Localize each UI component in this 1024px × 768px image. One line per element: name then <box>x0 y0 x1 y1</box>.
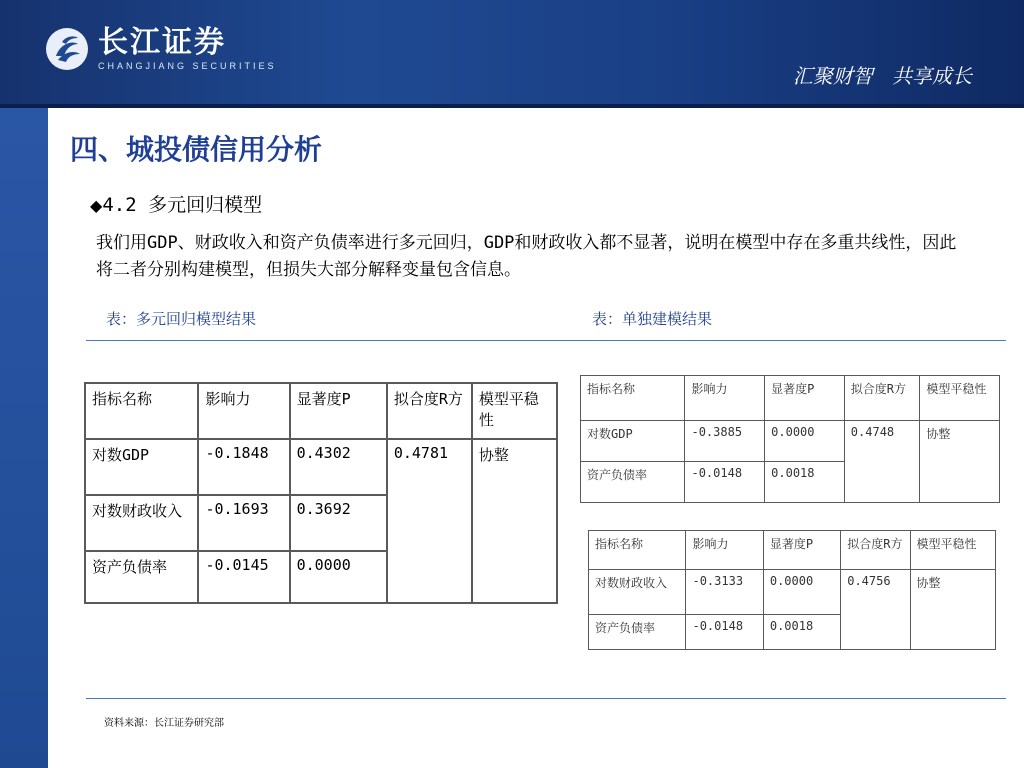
indicator-cell: 资产负债率 <box>581 462 685 503</box>
value-cell: -0.0145 <box>198 551 289 603</box>
header-cell: 指标名称 <box>581 376 685 421</box>
table-row <box>589 570 996 615</box>
table-header-row <box>589 531 996 570</box>
header-cell: 影响力 <box>198 383 289 439</box>
indicator-cell: 资产负债率 <box>85 551 198 603</box>
value-cell: -0.1848 <box>198 439 289 495</box>
header-cell: 显著度P <box>765 376 845 421</box>
company-logo <box>44 26 277 72</box>
multi-regression-table <box>84 382 558 604</box>
value-cell: 0.3692 <box>290 495 387 551</box>
value-cell: 0.4302 <box>290 439 387 495</box>
header-cell: 模型平稳性 <box>920 376 1000 421</box>
value-cell: 0.0018 <box>763 615 840 650</box>
logo-mark-icon <box>44 26 90 72</box>
indicator-cell: 对数GDP <box>85 439 198 495</box>
indicator-cell: 资产负债率 <box>589 615 686 650</box>
footer-rule <box>86 698 1006 699</box>
r2-cell: 0.4756 <box>841 570 910 650</box>
fiscal-model-table <box>588 530 996 650</box>
header-cell: 模型平稳性 <box>472 383 557 439</box>
logo-chinese-name: 长江证券 <box>98 25 226 60</box>
value-cell: -0.3133 <box>686 570 763 615</box>
table-row <box>581 421 1000 462</box>
value-cell: 0.0018 <box>765 462 845 503</box>
value-cell: -0.0148 <box>685 462 765 503</box>
table-header-row <box>581 376 1000 421</box>
value-cell: -0.1693 <box>198 495 289 551</box>
value-cell: 0.0000 <box>290 551 387 603</box>
header-cell: 模型平稳性 <box>910 531 995 570</box>
value-cell: 0.0000 <box>765 421 845 462</box>
stationarity-cell: 协整 <box>920 421 1000 503</box>
subsection-number: 4.2 <box>102 194 137 216</box>
body-paragraph: 我们用GDP、财政收入和资产负债率进行多元回归，GDP和财政收入都不显著，说明在模型中存在多重共线性，因此将二者分别构建模型，但损失大部分解释变量包含信息。 <box>96 233 957 280</box>
indicator-cell: 对数财政收入 <box>85 495 198 551</box>
subsection-title <box>90 190 262 217</box>
value-cell: -0.0148 <box>686 615 763 650</box>
subsection-text: 多元回归模型 <box>148 194 263 216</box>
logo-english-name: CHANGJIANG SECURITIES <box>98 61 277 71</box>
header-cell: 显著度P <box>290 383 387 439</box>
value-cell: 0.0000 <box>763 570 840 615</box>
header-cell: 影响力 <box>686 531 763 570</box>
table-row <box>85 439 557 495</box>
header-cell: 指标名称 <box>85 383 198 439</box>
header-divider <box>0 104 1024 108</box>
source-note: 资料来源：长江证券研究部 <box>104 718 224 729</box>
diamond-bullet-icon: ◆ <box>90 196 103 215</box>
indicator-cell: 对数财政收入 <box>589 570 686 615</box>
stationarity-cell: 协整 <box>472 439 557 603</box>
value-cell: -0.3885 <box>685 421 765 462</box>
section-title: 四、城投债信用分析 <box>70 133 323 166</box>
stationarity-cell: 协整 <box>910 570 995 650</box>
indicator-cell: 对数GDP <box>581 421 685 462</box>
caption-multi-regression: 表：多元回归模型结果 <box>106 310 257 328</box>
header-cell: 拟合度R方 <box>841 531 910 570</box>
r2-cell: 0.4748 <box>844 421 920 503</box>
table-header-row <box>85 383 557 439</box>
header-cell: 影响力 <box>685 376 765 421</box>
header-cell: 拟合度R方 <box>844 376 920 421</box>
header-cell: 拟合度R方 <box>387 383 472 439</box>
header-cell: 显著度P <box>763 531 840 570</box>
header-cell: 指标名称 <box>589 531 686 570</box>
left-side-stripe <box>0 108 48 768</box>
gdp-model-table <box>580 375 1000 503</box>
caption-separate-models: 表：单独建模结果 <box>592 310 713 328</box>
caption-rule <box>86 340 1006 341</box>
r2-cell: 0.4781 <box>387 439 472 603</box>
slogan: 汇聚财智 共享成长 <box>792 64 972 88</box>
